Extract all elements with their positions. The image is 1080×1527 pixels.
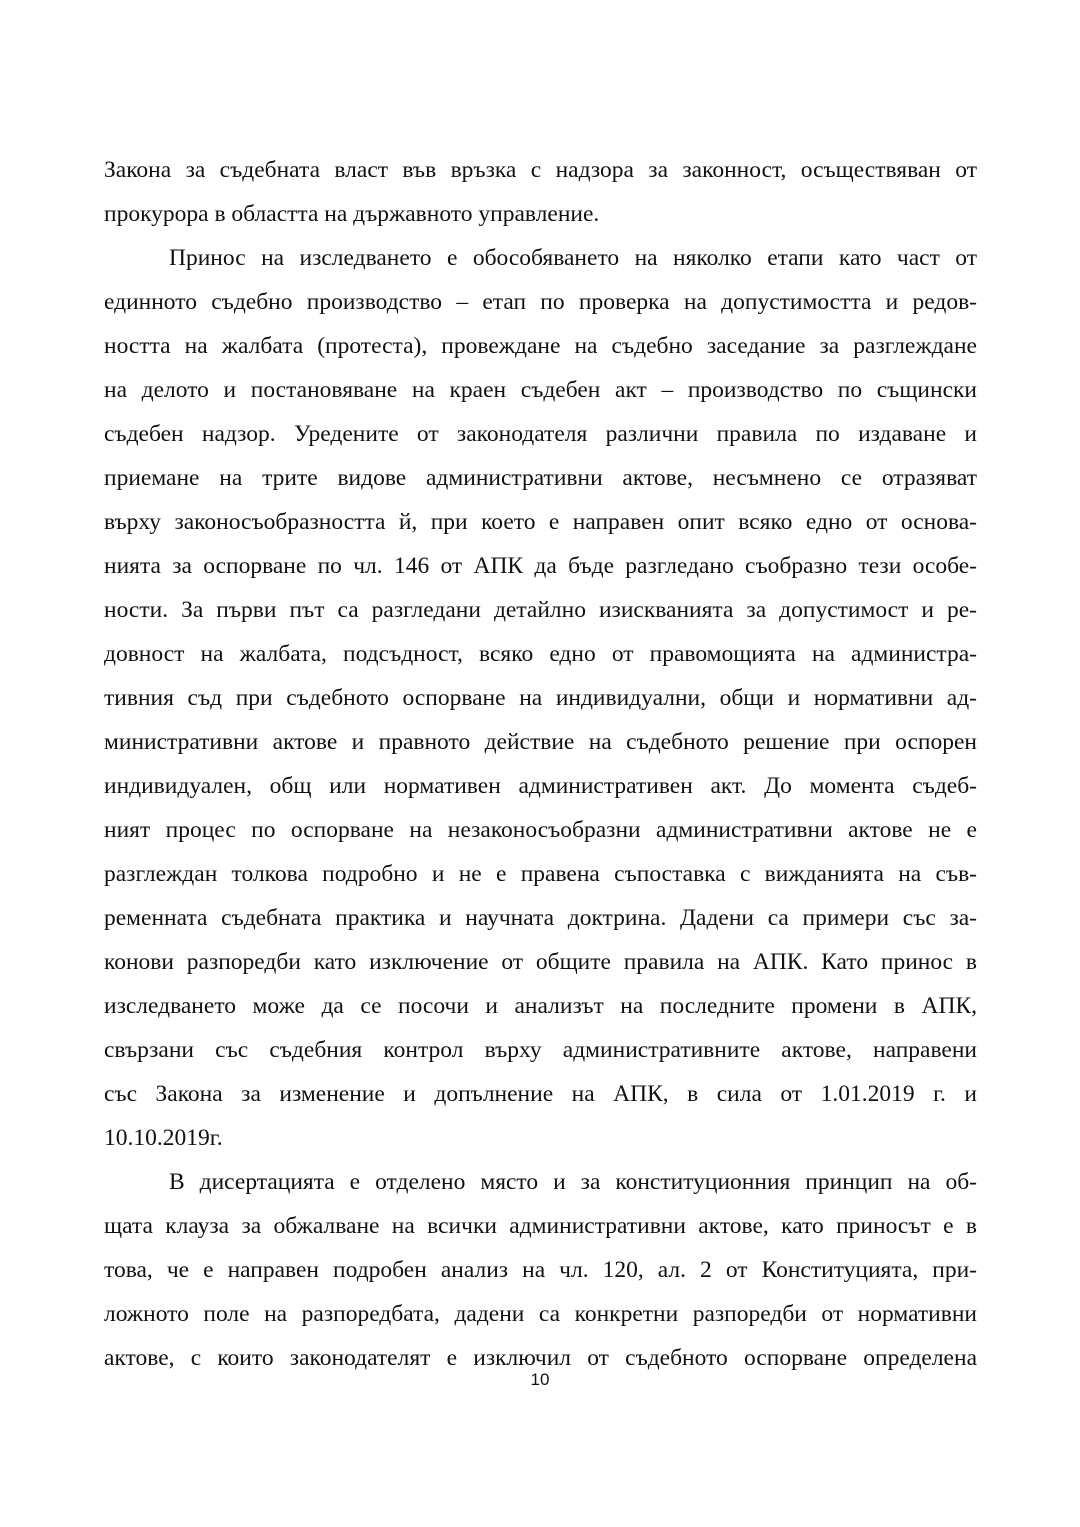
- text-line: разглеждан толкова подробно и не е правена съпоставка с вижданията на съв-: [104, 861, 977, 887]
- text-line: нията за оспорване по чл. 146 от АПК да бъде разгледано съобразно тези особе-: [104, 553, 977, 579]
- text-line: актове, с които законодателят е изключил от съдебното оспорване определена: [104, 1345, 977, 1371]
- paragraph-first-line: Принос на изследването е обособяването на няколко етапи като част от: [169, 245, 977, 271]
- text-line: довност на жалбата, подсъдност, всяко едно от правомощията на администра-: [104, 641, 977, 667]
- text-line: прокурора в областта на държавното управление.: [104, 201, 600, 227]
- text-line: ременната съдебната практика и научната доктрина. Дадени са примери със за-: [104, 905, 977, 931]
- text-line: 10.10.2019г.: [104, 1125, 223, 1151]
- text-line: единното съдебно производство – етап по проверка на допустимостта и редов-: [104, 289, 977, 315]
- text-line: тивния съд при съдебното оспорване на индивидуални, общи и нормативни ад-: [104, 685, 977, 711]
- text-line: ността на жалбата (протеста), провеждане на съдебно заседание за разглеждане: [104, 333, 977, 359]
- page-number: 10: [530, 1370, 550, 1389]
- text-line: свързани със съдебния контрол върху административните актове, направени: [104, 1037, 977, 1063]
- text-line: върху законосъобразността й, при което е направен опит всяко едно от основа-: [104, 509, 977, 535]
- text-line: министративни актове и правното действие на съдебното решение при оспорен: [104, 729, 977, 755]
- text-line: изследването може да се посочи и анализът на последните промени в АПК,: [104, 993, 977, 1019]
- text-line: съдебен надзор. Уредените от законодателя различни правила по издаване и: [104, 421, 977, 447]
- text-line: на делото и постановяване на краен съдебен акт – производство по същински: [104, 377, 977, 403]
- text-line: конови разпоредби като изключение от общите правила на АПК. Като принос в: [104, 949, 977, 975]
- text-line: това, че е направен подробен анализ на чл. 120, ал. 2 от Конституцията, при-: [104, 1257, 977, 1283]
- text-line: със Закона за изменение и допълнение на АПК, в сила от 1.01.2019 г. и: [104, 1081, 977, 1107]
- text-line: щата клауза за обжалване на всички административни актове, като приносът е в: [104, 1213, 977, 1239]
- text-line: ният процес по оспорване на незаконосъобразни административни актове не е: [104, 817, 977, 843]
- paragraph-first-line: В дисертацията е отделено място и за конституционния принцип на об-: [169, 1169, 977, 1195]
- text-line: индивидуален, общ или нормативен административен акт. До момента съдеб-: [104, 773, 977, 799]
- text-line: приемане на трите видове административни актове, несъмнено се отразяват: [104, 465, 977, 491]
- text-line: ложното поле на разпоредбата, дадени са конкретни разпоредби от нормативни: [104, 1301, 977, 1327]
- text-line: Закона за съдебната власт във връзка с надзора за законност, осъществяван от: [104, 157, 977, 183]
- text-line: ности. За първи път са разгледани детайлно изискванията за допустимост и ре-: [104, 597, 977, 623]
